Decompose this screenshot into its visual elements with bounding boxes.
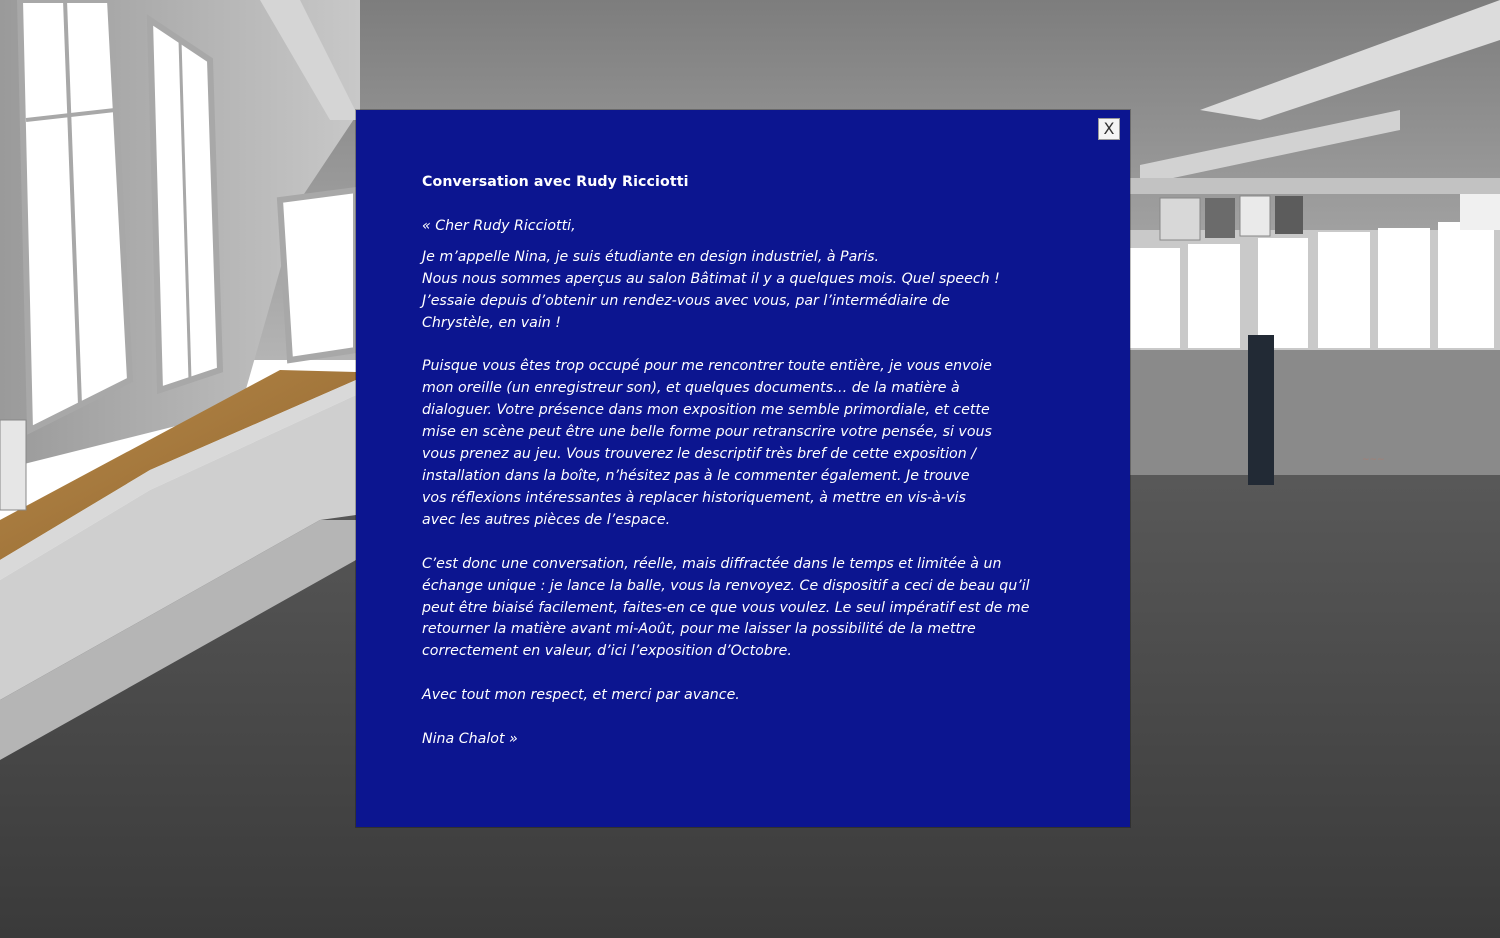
letter-line: mise en scène peut être une belle forme pour retranscrire votre pensée, si vous (422, 424, 992, 441)
letter-closing: Avec tout mon respect, et merci par avance. (422, 687, 740, 704)
letter-signature: Nina Chalot » (422, 731, 518, 748)
letter-paragraph-1 (422, 247, 1082, 335)
letter-line: Puisque vous êtes trop occupé pour me rencontrer toute entière, je vous envoie (422, 358, 992, 375)
letter-line: Nous nous sommes aperçus au salon Bâtimat il y a quelques mois. Quel speech ! (422, 270, 1000, 287)
letter-content (422, 172, 1082, 751)
letter-line: retourner la matière avant mi-Août, pour me laisser la possibilité de la mettre (422, 621, 976, 638)
letter-line: Je m’appelle Nina, je suis étudiante en design industriel, à Paris. (422, 248, 879, 265)
letter-line: vos réflexions intéressantes à replacer historiquement, à mettre en vis-à-vis (422, 489, 966, 506)
letter-line: avec les autres pièces de l’espace. (422, 511, 671, 528)
letter-line: échange unique : je lance la balle, vous la renvoyez. Ce dispositif a ceci de beau qu’il (422, 577, 1030, 594)
letter-paragraph-2 (422, 356, 1082, 531)
letter-line: correctement en valeur, d’ici l’exposition d’Octobre. (422, 643, 792, 660)
letter-line: installation dans la boîte, n’hésitez pas à le commenter également. Je trouve (422, 467, 970, 484)
letter-line: vous prenez au jeu. Vous trouverez le descriptif très bref de cette exposition / (422, 446, 976, 463)
letter-salutation: « Cher Rudy Ricciotti, (422, 217, 576, 234)
letter-paragraph-3 (422, 554, 1082, 664)
letter-line: C’est donc une conversation, réelle, mais diffractée dans le temps et limitée à un (422, 555, 1002, 572)
letter-line: peut être biaisé facilement, faites-en ce que vous voulez. Le seul impératif est de me (422, 599, 1030, 616)
dialog-title: Conversation avec Rudy Ricciotti (422, 174, 689, 190)
close-button[interactable]: X (1098, 118, 1120, 140)
svg-text:~~~: ~~~ (1362, 455, 1385, 465)
letter-dialog (356, 110, 1130, 827)
letter-line: mon oreille (un enregistreur son), et quelques documents… de la matière à (422, 380, 960, 397)
letter-line: Chrystèle, en vain ! (422, 314, 561, 331)
letter-line: J’essaie depuis d’obtenir un rendez-vous avec vous, par l’intermédiaire de (422, 292, 950, 309)
letter-line: dialoguer. Votre présence dans mon exposition me semble primordiale, et cette (422, 402, 990, 419)
